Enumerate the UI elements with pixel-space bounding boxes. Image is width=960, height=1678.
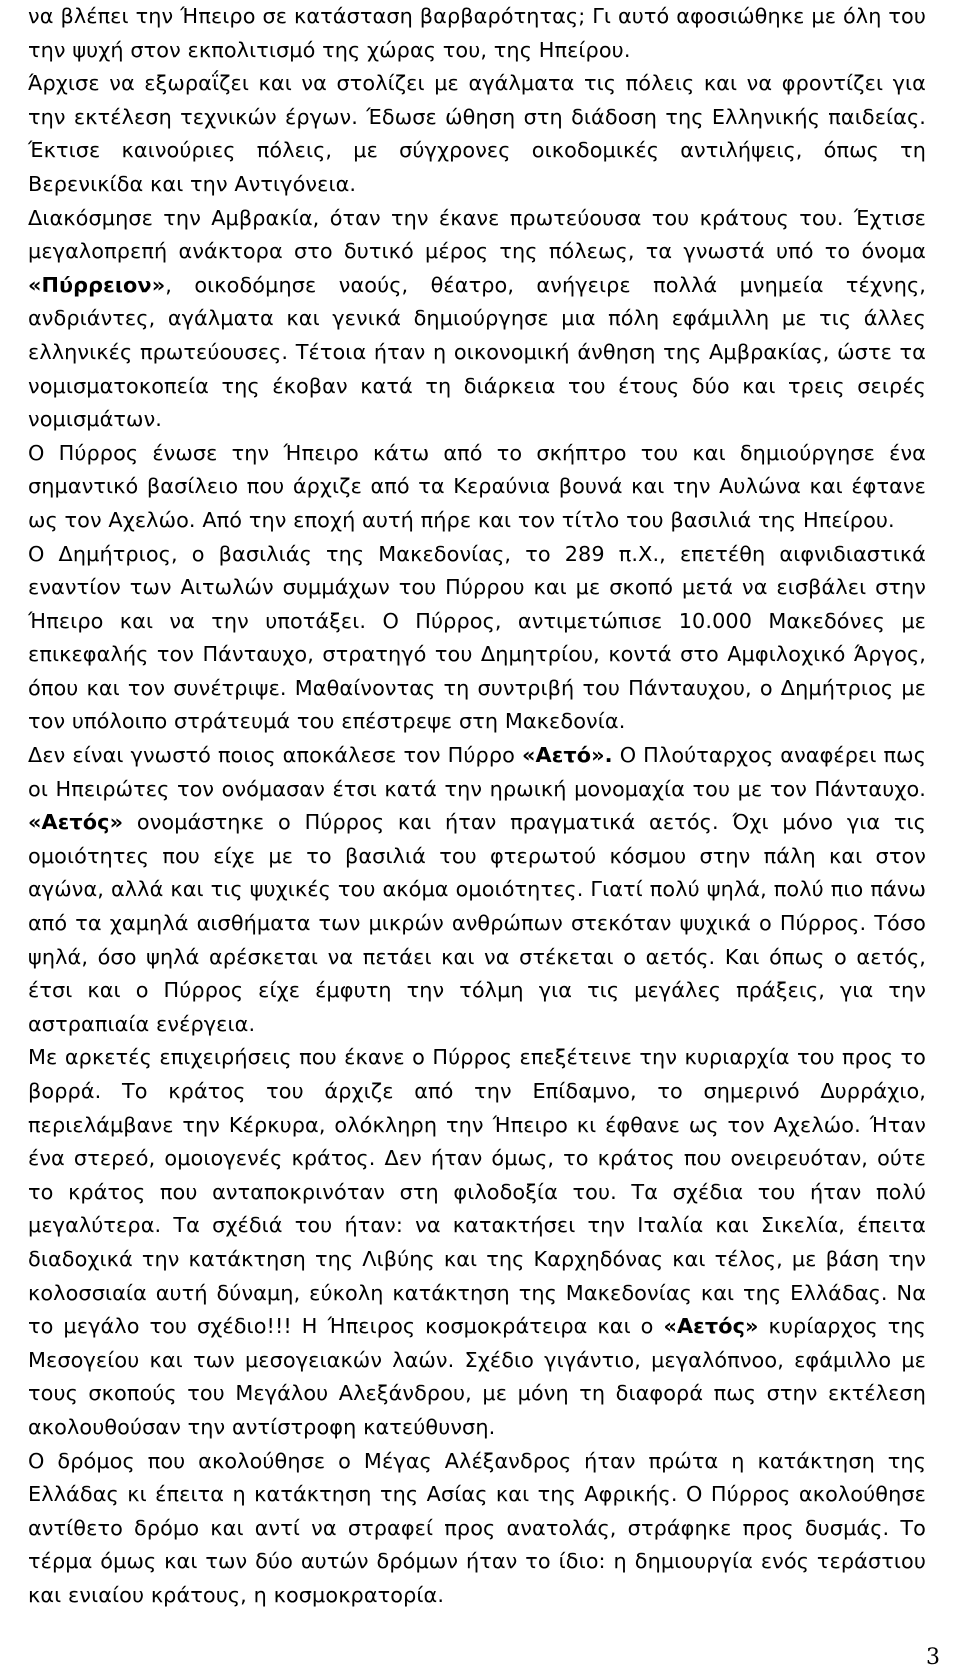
paragraph — [28, 0, 926, 67]
text-run: κυρίαρχος της Μεσογείου και των μεσογειακών λαών. Σχέδιο γιγάντιο, μεγαλόπνοο, εφάμιλλο με τους σκοπούς του Μεγάλου Αλεξάνδρου, με μόνη τη διαφορά πως στην εκτέλεση ακολουθούσαν την αντίστροφη κατεύθυνση. — [28, 1314, 926, 1439]
paragraph — [28, 437, 926, 538]
paragraph — [28, 538, 926, 740]
bold-term: «Αετός» — [663, 1314, 759, 1339]
text-run: Ο δρόμος που ακολούθησε ο Μέγας Αλέξανδρος ήταν πρώτα η κατάκτηση της Ελλάδας κι έπειτα η κατάκτηση της Ασίας και της Αφρικής. Ο Πύρρος ακολούθησε αντίθετο δρόμο και αντί να στραφεί προς ανατολάς, στράφηκε προς δυσμάς. Το τέρμα όμως και των δύο αυτών δρόμων ήταν το ίδιο: η δημιουργία ενός τεράστιου και ενιαίου κράτους, η κοσμοκρατορία. — [28, 1448, 926, 1607]
paragraph — [28, 202, 926, 437]
text-run: ονομάστηκε ο Πύρρος και ήταν πραγματικά αετός. Όχι μόνο για τις ομοιότητες που είχε με το βασιλιά του φτερωτού κόσμου στην πάλη και στον αγώνα, αλλά και τις ψυχικές του ακόμα ομοιότητες. Γιατί πολύ ψηλά, πολύ πιο πάνω από τα χαμηλά αισθήματα των μικρών ανθρώπων στεκόταν ψυχικά ο Πύρρος. Τόσο ψηλά, όσο ψηλά αρέσκεται να πετάει και να στέκεται ο αετός. Και όπως ο αετός, έτσι και ο Πύρρος είχε έμφυτη την τόλμη για τις μεγάλες πράξεις, για την αστραπιαία ενέργεια. — [28, 810, 926, 1036]
bold-term: «Αετό». — [521, 743, 613, 768]
paragraph — [28, 739, 926, 1041]
text-run: Άρχισε να εξωραΐζει και να στολίζει με αγάλματα τις πόλεις και να φροντίζει για την εκτέλεση τεχνικών έργων. Έδωσε ώθηση στη διάδοση της Ελληνικής παιδείας. Έκτισε καινούριες πόλεις, με σύγχρονες οικοδομικές αντιλήψεις, όπως τη Βερενικίδα και την Αντιγόνεια. — [28, 71, 926, 196]
text-run: Δεν είναι γνωστό ποιος αποκάλεσε τον Πύρρο — [28, 743, 522, 768]
paragraph — [28, 1445, 926, 1613]
page-number: 3 — [926, 1645, 940, 1670]
text-run: , οικοδόμησε ναούς, θέατρο, ανήγειρε πολλά μνημεία τέχνης, ανδριάντες, αγάλματα και γενικά δημιούργησε μια πόλη εφάμιλλη με τις άλλες ελληνικές πρωτεύουσες. Τέτοια ήταν η οικονομική άνθηση της Αμβρακίας, ώστε τα νομισματοκοπεία της έκοβαν κατά τη διάρκεια του έτους δύο και τρεις σειρές νομισμάτων. — [28, 272, 926, 432]
text-run: Διακόσμησε την Αμβρακία, όταν την έκανε πρωτεύουσα του κράτους του. Έχτισε μεγαλοπρεπή ανάκτορα στο δυτικό μέρος της πόλεως, τα γνωστά υπό το όνομα — [28, 205, 926, 264]
body-text — [28, 0, 926, 1613]
text-run: Ο Πλούταρχος αναφέρει πως οι Ηπειρώτες τον ονόμασαν έτσι κατά την ηρωική μονομαχία του με τον Πάνταυχο. — [28, 743, 926, 801]
text-run: Ο Δημήτριος, ο βασιλιάς της Μακεδονίας, το 289 π.Χ., επετέθη αιφνιδιαστικά εναντίον των Αιτωλών συμμάχων του Πύρρου και με σκοπό μετά να εισβάλει στην Ήπειρο και να την υποτάξει. Ο Πύρρος, αντιμετώπισε 10.000 Μακεδόνες με επικεφαλής τον Πάνταυχο, στρατηγό του Δημητρίου, κοντά στο Αμφιλοχικό Άργος, όπου και τον συνέτριψε. Μαθαίνοντας τη συντριβή του Πάνταυχου, ο Δημήτριος με τον υπόλοιπο στράτευμά του επέστρεψε στη Μακεδονία. — [28, 541, 926, 734]
paragraph — [28, 67, 926, 201]
bold-term: «Αετός» — [28, 810, 124, 835]
paragraph — [28, 1041, 926, 1444]
bold-term: «Πύρρειον» — [28, 272, 166, 297]
text-run: να βλέπει την Ήπειρο σε κατάσταση βαρβαρότητας; Γι αυτό αφοσιώθηκε με όλη του την ψυχή στον εκπολιτισμό της χώρας του, της Ηπείρου. — [28, 4, 926, 62]
text-run: Ο Πύρρος ένωσε την Ήπειρο κάτω από το σκήπτρο του και δημιούργησε ένα σημαντικό βασίλειο που άρχιζε από τα Κεραύνια βουνά και την Αυλώνα και έφτανε ως τον Αχελώο. Από την εποχή αυτή πήρε και τον τίτλο του βασιλιά της Ηπείρου. — [28, 440, 926, 532]
text-run: Με αρκετές επιχειρήσεις που έκανε ο Πύρρος επεξέτεινε την κυριαρχία του προς το βορρά. Το κράτος του άρχιζε από την Επίδαμνο, το σημερινό Δυρράχιο, περιελάμβανε την Κέρκυρα, ολόκληρη την Ήπειρο κι έφθανε ως τον Αχελώο. Ήταν ένα στερεό, ομοιογενές κράτος. Δεν ήταν όμως, το κράτος που ονειρευόταν, ούτε το κράτος που ανταποκρινόταν στη φιλοδοξία του. Τα σχέδια του ήταν πολύ μεγαλύτερα. Τα σχέδιά του ήταν: να κατακτήσει την Ιταλία και Σικελία, έπειτα διαδοχικά την κατάκτηση της Λιβύης και της Καρχηδόνας και τέλος, με βάση την κολοσσιαία αυτή δύναμη, εύκολη κατάκτηση της Μακεδονίας και της Ελλάδας. Να το μεγάλο του σχέδιο!!! Η Ήπειρος κοσμοκράτειρα και ο — [28, 1045, 926, 1339]
